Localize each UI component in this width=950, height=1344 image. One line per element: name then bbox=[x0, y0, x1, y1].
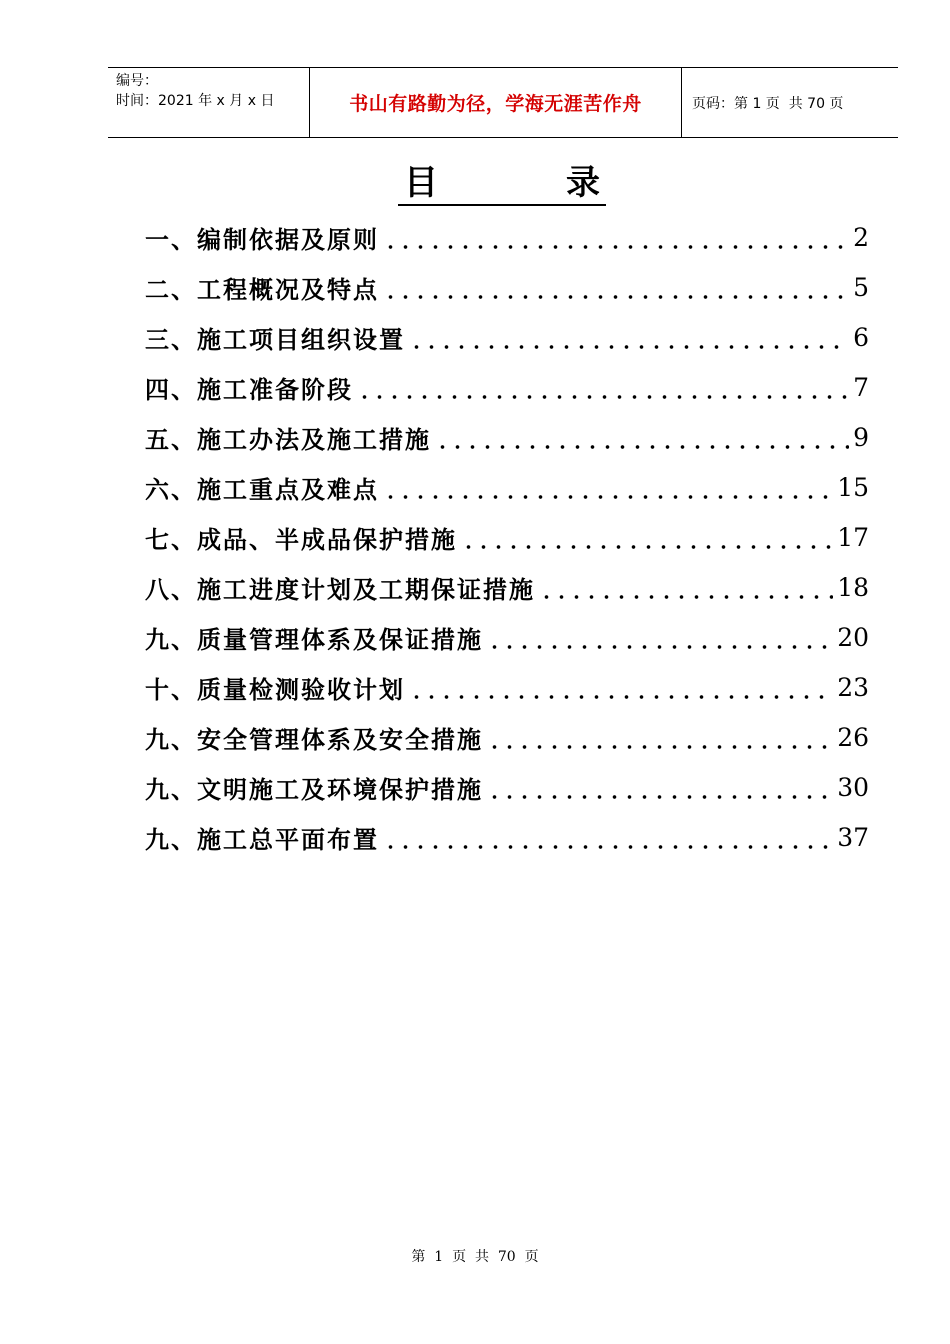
toc-entry-page: 5 bbox=[853, 272, 869, 302]
toc-entry-label: 九、文明施工及环境保护措施 bbox=[145, 774, 483, 804]
dot-leader bbox=[383, 225, 849, 249]
header-motto: 书山有路勤为径，学海无涯苦作舟 bbox=[310, 68, 682, 137]
toc-entry-label: 九、安全管理体系及安全措施 bbox=[145, 724, 483, 754]
footer-page-number: 第 1 页 共 70 页 bbox=[411, 1249, 539, 1265]
dot-leader bbox=[383, 825, 833, 849]
toc-entry-label: 八、施工进度计划及工期保证措施 bbox=[145, 574, 535, 604]
page-header bbox=[108, 67, 898, 138]
toc-entry-page: 17 bbox=[837, 522, 869, 552]
dot-leader bbox=[487, 625, 833, 649]
dot-leader bbox=[461, 525, 833, 549]
toc-entry[interactable] bbox=[145, 762, 869, 812]
toc-entry-label: 九、质量管理体系及保证措施 bbox=[145, 624, 483, 654]
toc-entry-label: 五、施工办法及施工措施 bbox=[145, 424, 431, 454]
toc-entry-label: 十、质量检测验收计划 bbox=[145, 674, 405, 704]
toc-entry[interactable] bbox=[145, 612, 869, 662]
serial-label: 编号： bbox=[116, 73, 158, 89]
toc-entry[interactable] bbox=[145, 712, 869, 762]
toc-entry[interactable] bbox=[145, 512, 869, 562]
toc-entry[interactable] bbox=[145, 662, 869, 712]
toc-entry-page: 26 bbox=[837, 722, 869, 752]
toc-entry[interactable] bbox=[145, 362, 869, 412]
dot-leader bbox=[487, 775, 833, 799]
toc-entry-page: 23 bbox=[837, 672, 869, 702]
toc-entry[interactable] bbox=[145, 262, 869, 312]
toc-title-right: 录 bbox=[566, 163, 600, 203]
page-info-text: 页码：第 1 页 共 70 页 bbox=[692, 95, 844, 112]
header-meta bbox=[108, 68, 310, 137]
table-of-contents bbox=[145, 212, 869, 862]
dot-leader bbox=[409, 675, 833, 699]
date-label: 时间：2021 年 x 月 x 日 bbox=[116, 93, 275, 109]
toc-entry-label: 一、编制依据及原则 bbox=[145, 224, 379, 254]
dot-leader bbox=[539, 575, 833, 599]
toc-entry-page: 15 bbox=[837, 472, 869, 502]
toc-entry-page: 20 bbox=[837, 622, 869, 652]
dot-leader bbox=[383, 275, 849, 299]
dot-leader bbox=[409, 325, 849, 349]
toc-entry-page: 9 bbox=[853, 422, 869, 452]
toc-entry-label: 七、成品、半成品保护措施 bbox=[145, 524, 457, 554]
toc-entry-page: 6 bbox=[853, 322, 869, 352]
page-footer bbox=[0, 1246, 950, 1266]
toc-entry-page: 2 bbox=[853, 222, 869, 252]
toc-entry[interactable] bbox=[145, 312, 869, 362]
toc-entry-page: 7 bbox=[853, 372, 869, 402]
toc-entry-label: 六、施工重点及难点 bbox=[145, 474, 379, 504]
toc-entry[interactable] bbox=[145, 812, 869, 862]
toc-entry-page: 30 bbox=[837, 772, 869, 802]
toc-entry-label: 四、施工准备阶段 bbox=[145, 374, 353, 404]
toc-entry-label: 九、施工总平面布置 bbox=[145, 824, 379, 854]
dot-leader bbox=[487, 725, 833, 749]
dot-leader bbox=[435, 425, 849, 449]
toc-entry[interactable] bbox=[145, 562, 869, 612]
toc-entry[interactable] bbox=[145, 462, 869, 512]
toc-entry-page: 37 bbox=[837, 822, 869, 852]
toc-entry[interactable] bbox=[145, 212, 869, 262]
toc-entry-page: 18 bbox=[837, 572, 869, 602]
dot-leader bbox=[383, 475, 833, 499]
toc-title-left: 目 bbox=[404, 163, 438, 203]
toc-title bbox=[398, 160, 606, 206]
toc-entry-label: 二、工程概况及特点 bbox=[145, 274, 379, 304]
header-page-info bbox=[682, 68, 898, 137]
toc-entry[interactable] bbox=[145, 412, 869, 462]
toc-entry-label: 三、施工项目组织设置 bbox=[145, 324, 405, 354]
dot-leader bbox=[357, 375, 849, 399]
